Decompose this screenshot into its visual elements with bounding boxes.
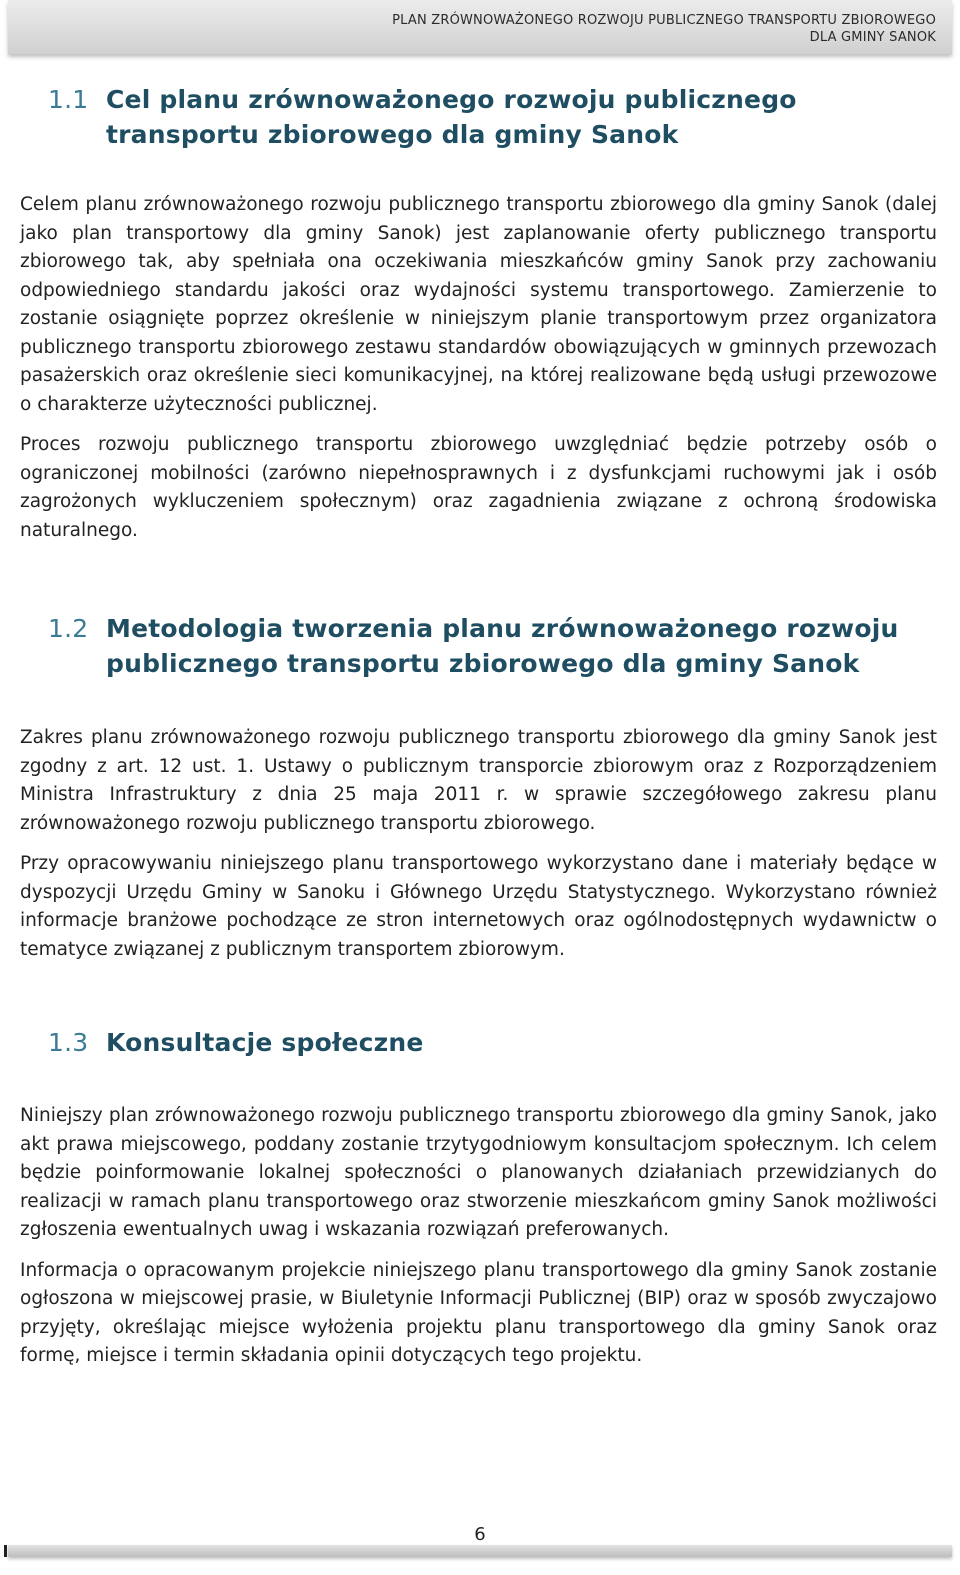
header-title-line-1: PLAN ZRÓWNOWAŻONEGO ROZWOJU PUBLICZNEGO TRANSPORTU ZBIOROWEGO — [392, 13, 936, 28]
section-title: Cel planu zrównoważonego rozwoju publicznego transportu zbiorowego dla gminy Sanok — [106, 85, 797, 149]
section-heading-1-1 — [20, 82, 937, 152]
paragraph: Przy opracowywaniu niniejszego planu transportowego wykorzystano dane i materiały będące w dyspozycji Urzędu Gminy w Sanoku i Głównego Urzędu Statystycznego. Wykorzystano również informacje branżowe pochodzące ze stron internetowych oraz ogólnodostępnych wydawnictw o tematyce związanej z publicznym transportem zbiorowym. — [20, 853, 937, 960]
page-number: 6 — [474, 1524, 486, 1545]
section-title: Konsultacje społeczne — [106, 1028, 424, 1057]
header-title — [392, 12, 936, 46]
section-heading-1-3 — [20, 1025, 937, 1060]
section-heading-1-2 — [20, 611, 937, 681]
section-number: 1.3 — [48, 1028, 89, 1057]
header-title-line-2: DLA GMINY SANOK — [809, 30, 936, 45]
section-number: 1.1 — [48, 85, 89, 114]
page-footer-band — [8, 1545, 952, 1557]
paragraph: Niniejszy plan zrównoważonego rozwoju publicznego transportu zbiorowego dla gminy Sanok, jako akt prawa miejscowego, poddany zostanie trzytygodniowym konsultacjom społecznym. Ich celem będzie poinformowanie lokalnej społeczności o planowanych działaniach przewidzianych do realizacji w ramach planu transportowego oraz stworzenie mieszkańcom gminy Sanok możliwości zgłoszenia ewentualnych uwag i wskazania rozwiązań preferowanych. — [20, 1105, 937, 1240]
footer-edge-mark — [4, 1545, 7, 1557]
paragraph: Celem planu zrównoważonego rozwoju publicznego transportu zbiorowego dla gminy Sanok (dalej jako plan transportowy dla gminy Sanok) jest zaplanowanie oferty publicznego transportu zbiorowego tak, aby spełniała ona oczekiwania mieszkańców gminy Sanok przy zachowaniu odpowiedniego standardu jakości oraz wydajności systemu transportowego. Zamierzenie to zostanie osiągnięte poprzez określenie w niniejszym planie transportowym przez organizatora publicznego transportu zbiorowego zestawu standardów obowiązujących w gminnych przewozach pasażerskich oraz określenie sieci komunikacyjnej, na której realizowane będą usługi przewozowe o charakterze użyteczności publicznej. — [20, 194, 937, 415]
document-body — [20, 80, 937, 1371]
section-number: 1.2 — [48, 614, 89, 643]
page-header — [8, 0, 952, 54]
section-title: Metodologia tworzenia planu zrównoważonego rozwoju publicznego transportu zbiorowego dla gminy Sanok — [106, 614, 899, 678]
paragraph: Proces rozwoju publicznego transportu zbiorowego uwzględniać będzie potrzeby osób o ograniczonej mobilności (zarówno niepełnosprawnych i z dysfunkcjami ruchowymi jak i osób zagrożonych wykluczeniem społecznym) oraz zagadnienia związane z ochroną środowiska naturalnego. — [20, 434, 937, 541]
paragraph: Zakres planu zrównoważonego rozwoju publicznego transportu zbiorowego dla gminy Sanok jest zgodny z art. 12 ust. 1. Ustawy o publicznym transporcie zbiorowym oraz z Rozporządzeniem Ministra Infrastruktury z dnia 25 maja 2011 r. w sprawie szczegółowego zakresu planu zrównoważonego rozwoju publicznego transportu zbiorowego. — [20, 727, 937, 834]
paragraph: Informacja o opracowanym projekcie niniejszego planu transportowego dla gminy Sanok zostanie ogłoszona w miejscowej prasie, w Biuletynie Informacji Publicznej (BIP) oraz w sposób zwyczajowo przyjęty, określając miejsce wyłożenia projektu planu transportowego dla gminy Sanok oraz formę, miejsce i termin składania opinii dotyczących tego projektu. — [20, 1259, 937, 1366]
